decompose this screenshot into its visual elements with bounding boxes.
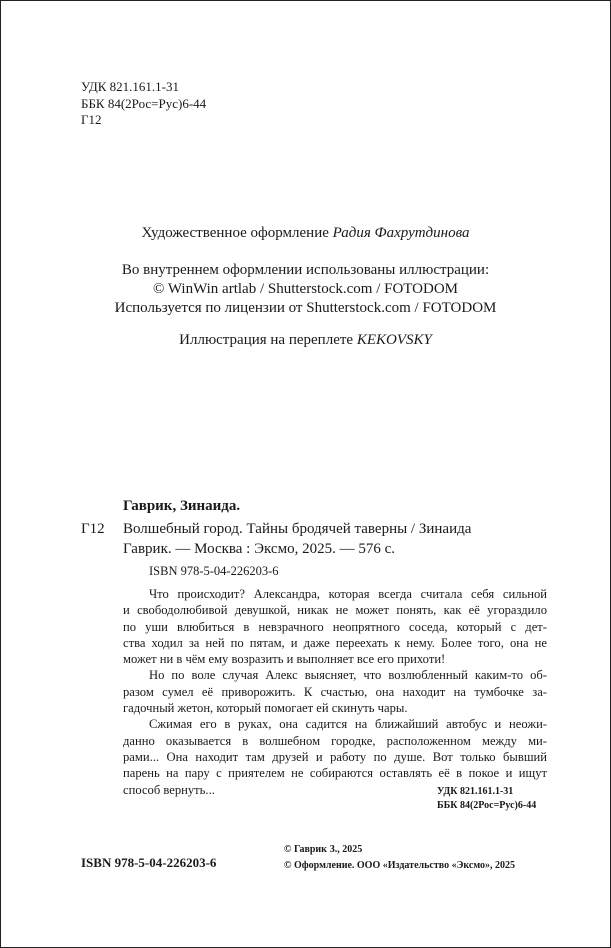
copyright-design: © Оформление. ООО «Издательство «Эксмо», 2025 [284,860,515,871]
annotation-line: Что происходит? Александра, которая всегда считала себя сильной [149,587,547,601]
illustration-credit-line: Используется по лицензии от Shutterstock.com / FOTODOM [114,300,497,316]
annotation-line: разом сумел её приворожить. К счастью, она находит на тумбочке за- [123,684,547,699]
annotation-line: может ни в чём ему возразить и выполняет все его прихоти! [123,652,446,667]
catalog-author-sign: Г12 [81,521,105,537]
bbk-code: ББК 84(2Рос=Рус)6-44 [81,95,207,111]
annotation-line: рами... Она находит там друзей и работу по душе. Вот только бывший [123,749,547,764]
catalog-author: Гаврик, Зинаида. [123,498,241,514]
annotation-line: данно оказывается в волшебном городке, расположенном между ми- [123,733,547,748]
annotation-line: Но по воле случая Алекс выясняет, что возлюбленный каким-то об- [149,668,547,683]
cover-credit-label: Иллюстрация на переплете [179,332,357,348]
cover-credit [1,332,610,349]
copyright-author: © Гаврик З., 2025 [284,844,363,855]
design-credit [1,225,610,242]
annotation-line: Сжимая его в руках, она садится на ближайший автобус и неожи- [149,717,547,732]
annotation-line: гадочный жетон, который помогает ей скинуть чары. [123,701,408,716]
annotation-line: ства ходил за ней по пятам, и даже переехать к нему. Более того, она не [123,635,547,650]
annotation-line: по уши влюбиться в невзрачного неопрятного соседа, который с дет- [123,619,547,634]
bbk-code: ББК 84(2Рос=Рус)6-44 [437,800,537,811]
catalog-title-line: Волшебный город. Тайны бродячей таверны / Зинаида [123,521,472,537]
footer-isbn: ISBN 978-5-04-226203-6 [81,855,217,870]
udk-code: УДК 821.161.1-31 [437,786,514,797]
cover-artist-name: KEKOVSKY [356,332,432,348]
classification-codes [81,79,206,129]
author-sign: Г12 [81,112,102,127]
illustration-credit-line: © WinWin artlab / Shutterstock.com / FOTODOM [152,281,459,297]
illustration-credit-line: Во внутреннем оформлении использованы иллюстрации: [121,262,490,278]
annotation [123,586,547,798]
catalog-isbn: ISBN 978-5-04-226203-6 [149,564,279,578]
illustration-credits [1,261,610,318]
catalog-codes [437,785,536,813]
designer-name: Радия Фахрутдинова [332,225,470,241]
copyright-block [284,842,515,874]
udk-code: УДК 821.161.1-31 [81,79,180,94]
design-credit-label: Художественное оформление [141,225,333,241]
catalog-title-line: Гаврик. — Москва : Эксмо, 2025. — 576 с. [123,541,395,557]
annotation-line: способ вернуть... [123,782,215,797]
annotation-line: парень на пару с приятелем не собираются оставлять её в покое и ищут [123,766,547,781]
annotation-line: и свободолюбивой девушкой, никак не может понять, как её угораздило [123,603,547,618]
